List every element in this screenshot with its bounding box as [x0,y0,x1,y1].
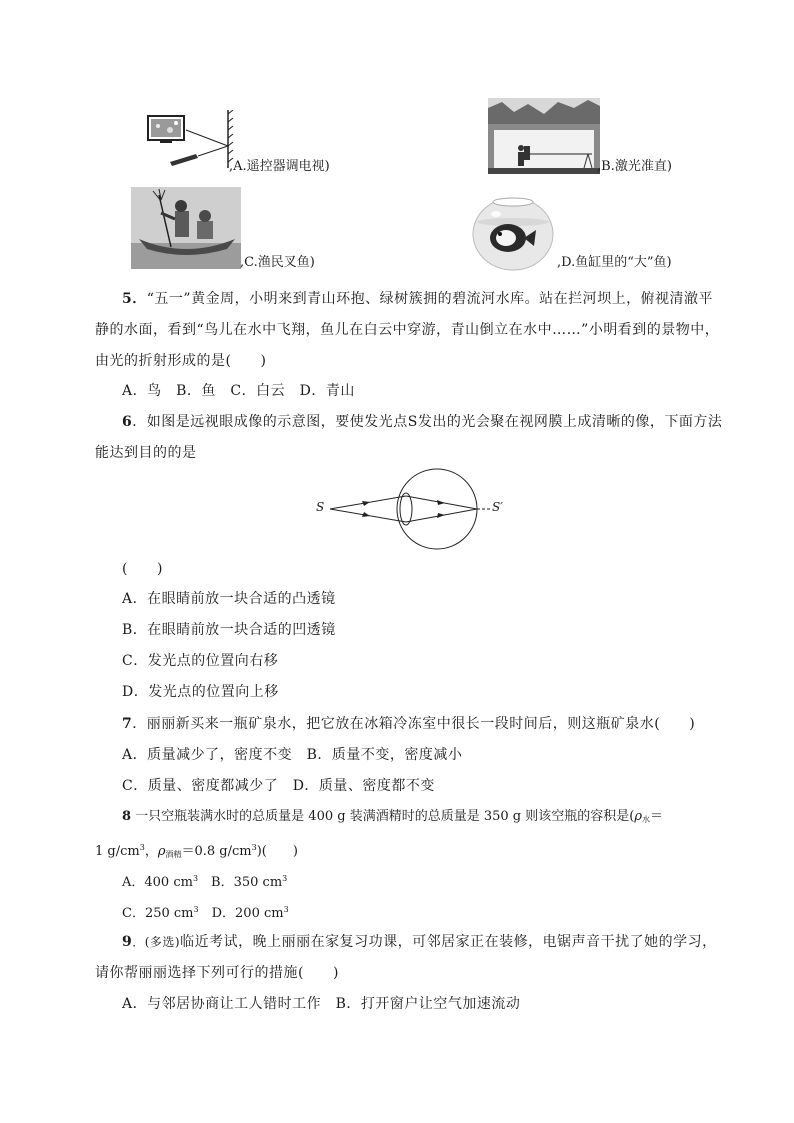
q8-text-1: 一只空瓶装满水时的总质量是 400 g 装满酒精时的总质量是 350 g 则该空瓶的容积是( [131,809,635,824]
hyperopia-eye-diagram [312,468,518,550]
q5-text-1: “五一”黄金周，小明来到青山环抱、绿树簇拥的碧流河水库。站在拦河坝上，俯视清澈平 [146,291,714,307]
q5-choices: A．鸟 B．鱼 C．白云 D．青山 [122,383,355,399]
q8-text-2d: )( ) [256,844,298,859]
laser-tunnel-image [488,98,600,174]
q6-line-2: 能达到目的的是 [95,445,197,461]
q5-line-2: 静的水面，看到“鸟儿在水中飞翔，鱼儿在白云中穿游，青山倒立在水中……”小明看到的景物中， [95,322,720,338]
q9-tag: ．(多选) [132,935,181,949]
q9-text-1: 临近考试，晚上丽丽在家复习功课，可邻居家正在装修，电锯声音干扰了她的学习， [180,934,717,950]
rho-symbol: ρ [634,809,642,824]
q9-line-2: 请你帮丽丽选择下列可行的措施( ) [95,965,339,981]
q6-line-1 [122,412,722,432]
q6-choice-c: C．发光点的位置向右移 [122,653,279,669]
q7-choices-1: A．质量减少了，密度不变 B．质量不变，密度减小 [122,747,463,763]
q8-line-2 [95,838,298,865]
q6-text-1: ．如图是远视眼成像的示意图，要使发光点S发出的光会聚在视网膜上成清晰的像，下面方法 [132,414,723,430]
q8-choice-b: B．350 cm [198,875,283,890]
option-c-caption: ,C.渔民叉鱼) [240,255,315,270]
fishbowl-image [470,192,556,272]
q5-line-1 [122,289,713,309]
q5-number: 5． [122,291,147,307]
q6-number: 6 [122,414,133,430]
q6-choice-d: D．发光点的位置向上移 [122,684,279,700]
q6-choice-b: B．在眼睛前放一块合适的凹透镜 [122,622,336,638]
q8-sup-a: 3 [192,874,199,883]
q9-number: 9 [122,934,133,950]
rho-symbol-2: ρ [157,844,166,859]
q8-sup-d: 3 [283,905,289,914]
q8-eq: ＝ [649,809,663,824]
q8-line-1 [122,807,663,830]
q8-sup-2: 3 [251,843,257,852]
q8-choices-1 [122,869,287,893]
fisherman-image [131,187,241,269]
q8-text-2c: ＝0.8 g/cm [181,844,252,859]
label-s: S [316,500,325,514]
q8-sup-c: 3 [193,905,199,914]
q6-choice-a: A．在眼睛前放一块合适的凸透镜 [122,591,336,607]
q7-choices-2: C．质量、密度都减少了 D．质量、密度都不变 [122,778,435,794]
rho-alcohol-subscript: 酒精 [165,850,182,859]
label-s-prime: S′ [492,500,503,514]
remote-tv-image [140,110,235,170]
option-d-caption: ,D.鱼缸里的“大”鱼) [557,255,672,270]
q8-choice-d: D．200 cm [198,906,284,921]
q7-number: 7 [122,716,133,732]
q7-line-1 [122,714,695,734]
q8-choice-a: A．400 cm [122,875,193,890]
q8-choices-2 [122,900,289,924]
q9-choices-1: A．与邻居协商让工人错时工作 B．打开窗户让空气加速流动 [122,996,521,1012]
option-a-caption: ,A.遥控器调电视) [229,159,330,174]
q6-bracket: ( ) [122,561,163,577]
q5-line-3: 由光的折射形成的是( ) [95,353,267,369]
q7-text-1: ．丽丽新买来一瓶矿泉水，把它放在冰箱冷冻室中很长一段时间后，则这瓶矿泉水( ) [132,716,696,732]
q8-choice-c: C．250 cm [122,906,194,921]
rho-water-subscript: 水 [641,815,650,824]
q8-sup-b: 3 [282,874,288,883]
q8-sup-1: 3 [139,843,145,852]
q8-text-2b: ， [144,844,158,859]
option-b-caption: ,B.激光准直) [597,159,672,174]
q9-line-1 [122,932,717,952]
q8-text-2a: 1 g/cm [95,844,140,859]
q8-number: 8 [122,809,132,824]
